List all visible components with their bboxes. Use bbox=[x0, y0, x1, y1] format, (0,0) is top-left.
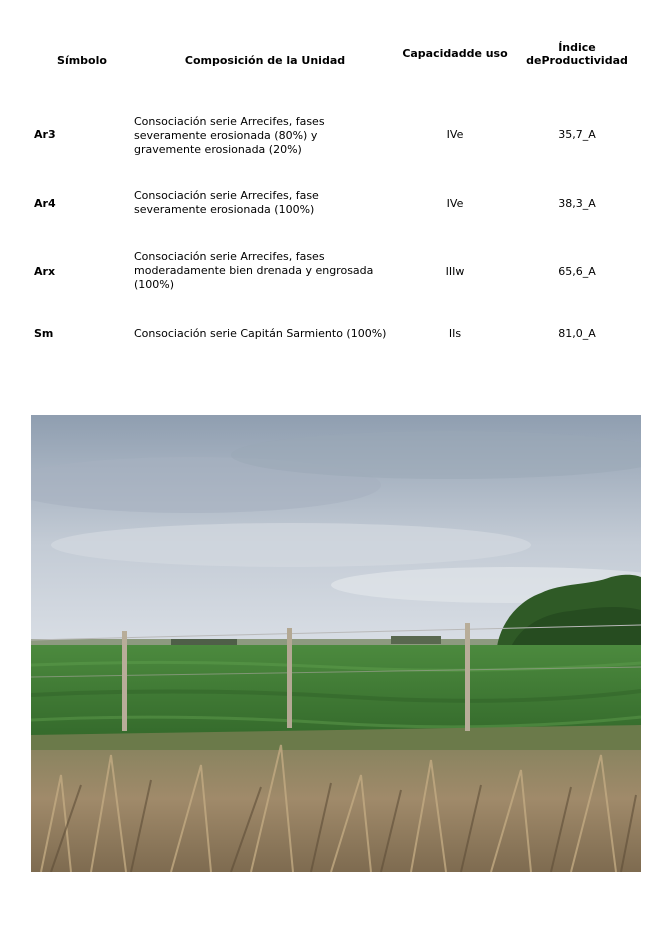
row-ar3-composition bbox=[134, 115, 404, 157]
composition-line: Consociación serie Arrecifes, fases bbox=[134, 250, 325, 263]
header-symbol: Símbolo bbox=[57, 54, 107, 67]
composition-line: severamente erosionada (80%) y bbox=[134, 129, 318, 142]
header-index bbox=[520, 41, 634, 67]
row-ar4-capacity: IVe bbox=[446, 197, 464, 210]
header-capacity: Capacidadde uso bbox=[402, 47, 508, 60]
composition-line: moderadamente bien drenada y engrosada bbox=[134, 264, 374, 277]
row-sm-index: 81,0_A bbox=[558, 327, 596, 340]
composition-line: severamente erosionada (100%) bbox=[134, 203, 315, 216]
composition-line: Consociación serie Arrecifes, fases bbox=[134, 115, 325, 128]
row-ar3-index: 35,7_A bbox=[558, 128, 596, 141]
header-index-line2: deProductividad bbox=[526, 54, 628, 67]
row-sm-composition bbox=[134, 327, 424, 341]
row-sm-capacity: IIs bbox=[448, 327, 462, 340]
fence-post bbox=[465, 623, 470, 731]
distant-trees bbox=[171, 639, 237, 645]
cloud bbox=[51, 523, 531, 567]
header-index-line1: Índice bbox=[558, 41, 596, 54]
row-arx-symbol: Arx bbox=[34, 265, 56, 278]
row-arx-composition bbox=[134, 250, 404, 292]
composition-line: Consociación serie Capitán Sarmiento (100%) bbox=[134, 327, 387, 340]
composition-line: Consociación serie Arrecifes, fase bbox=[134, 189, 319, 202]
row-ar3-symbol: Ar3 bbox=[34, 128, 56, 141]
field-photo bbox=[31, 415, 641, 872]
fence-post bbox=[122, 631, 127, 731]
row-arx-capacity: IIIw bbox=[445, 265, 465, 278]
row-sm-symbol: Sm bbox=[34, 327, 54, 340]
fence-post bbox=[287, 628, 292, 728]
field-photo-illustration bbox=[31, 415, 641, 872]
row-ar4-composition bbox=[134, 189, 404, 217]
row-ar4-symbol: Ar4 bbox=[34, 197, 56, 210]
composition-line: (100%) bbox=[134, 278, 175, 291]
row-arx-index: 65,6_A bbox=[558, 265, 596, 278]
composition-line: gravemente erosionada (20%) bbox=[134, 143, 302, 156]
header-composition: Composición de la Unidad bbox=[184, 54, 346, 67]
distant-trees bbox=[391, 636, 441, 644]
row-ar3-capacity: IVe bbox=[446, 128, 464, 141]
row-ar4-index: 38,3_A bbox=[558, 197, 596, 210]
